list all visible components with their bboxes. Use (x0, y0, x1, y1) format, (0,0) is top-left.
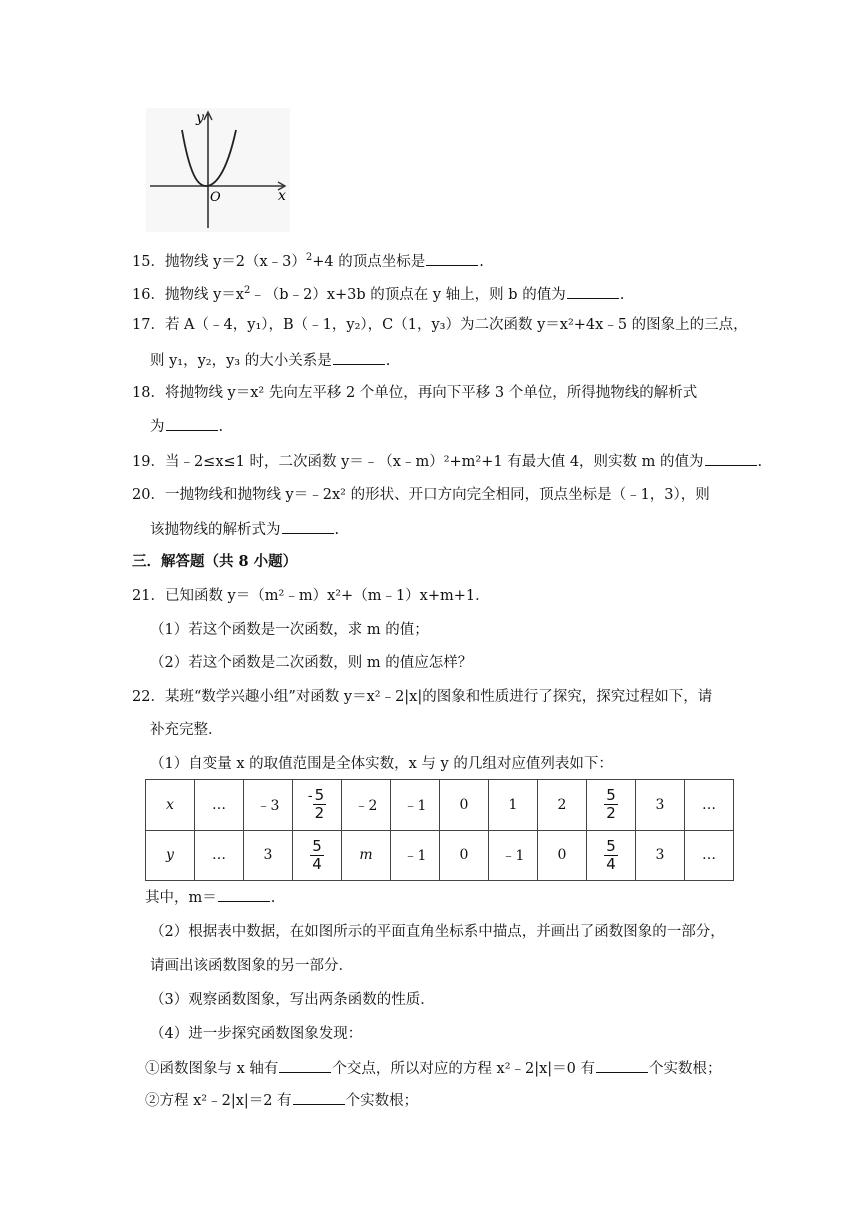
y-axis-label: y (196, 110, 204, 126)
question-22-part1: （1）自变量 x 的取值范围是全体实数，x 与 y 的几组对应值列表如下： (150, 756, 613, 772)
question-20-line1: 20．一抛物线和抛物线 y＝﹣2x² 的形状、开口方向完全相同，顶点坐标是（﹣1，3），则 (132, 487, 710, 503)
table-cell: ﹣1 (391, 830, 440, 881)
fraction: $\frac{5}{4}$ (312, 836, 322, 873)
question-18-line2: 为 . (150, 416, 223, 437)
neg-sign: - (307, 788, 313, 805)
question-22-part3: （3）观察函数图象，写出两条函数的性质． (150, 992, 435, 1008)
section-title: 三．解答题（共 8 小题） (132, 553, 298, 570)
table-cell (587, 830, 636, 881)
question-22-circle2: ②方程 x²﹣2|x|＝2 有 个实数根； (145, 1090, 418, 1111)
answer-blank (279, 1058, 331, 1073)
table-cell: 3 (636, 830, 685, 881)
table-cell: ﹣1 (489, 830, 538, 881)
question-22-m-line: 其中，m＝ . (145, 887, 275, 908)
question-17-line1: 17．若 A（﹣4，y₁），B（﹣1，y₂），C（1，y₃）为二次函数 y＝x²+4x﹣5 的图象上的三点， (132, 317, 748, 333)
table-row-x (146, 780, 734, 831)
question-17-line2: 则 y₁，y₂，y₃ 的大小关系是 . (150, 350, 390, 371)
table-cell: … (195, 830, 244, 881)
table-cell: 2 (538, 780, 587, 831)
question-22-part4: （4）进一步探究函数图象发现： (150, 1026, 363, 1042)
question-19: 19．当﹣2≤x≤1 时，二次函数 y＝﹣（x﹣m）²+m²+1 有最大值 4，则实数 m 的值为 . (132, 451, 762, 472)
table-cell: m (342, 830, 391, 881)
origin-label: O (210, 190, 221, 205)
question-22-part2-line2: 请画出该函数图象的另一部分． (150, 958, 353, 974)
table-cell: ﹣2 (342, 780, 391, 831)
table-cell: ﹣1 (391, 780, 440, 831)
table-cell (293, 830, 342, 881)
value-table (145, 779, 734, 881)
table-cell: … (685, 830, 734, 881)
table-cell: 0 (538, 830, 587, 881)
table-cell: 3 (636, 780, 685, 831)
parabola-graph (146, 108, 290, 232)
answer-blank (567, 284, 619, 299)
question-21-part1: （1）若这个函数是一次函数，求 m 的值； (150, 622, 429, 638)
table-cell: 1 (489, 780, 538, 831)
table-cell: 0 (440, 830, 489, 881)
table-cell: … (195, 780, 244, 831)
question-22-part2-line1: （2）根据表中数据，在如图所示的平面直角坐标系中描点，并画出了函数图象的一部分， (150, 924, 725, 940)
table-cell: 3 (244, 830, 293, 881)
table-cell (293, 780, 342, 831)
question-20-line2: 该抛物线的解析式为 . (150, 519, 339, 540)
question-22-circle1: ①函数图象与 x 轴有 个交点，所以对应的方程 x²﹣2|x|＝0 有 个实数根； (145, 1058, 722, 1079)
question-15: 15．抛物线 y＝2（x﹣3）$^2$+4 的顶点坐标是 . (132, 252, 484, 270)
fraction: $\frac{5}{2}$ (314, 786, 325, 823)
table-cell: … (685, 780, 734, 831)
answer-blank (293, 1090, 345, 1105)
table-cell: 0 (440, 780, 489, 831)
question-18-line1: 18．将抛物线 y＝x² 先向左平移 2 个单位，再向下平移 3 个单位，所得抛物线的解析式 (132, 385, 698, 401)
fraction: $\frac{5}{2}$ (606, 786, 616, 823)
answer-blank (705, 451, 757, 466)
question-22-stem-line1: 22．某班“数学兴趣小组”对函数 y＝x²﹣2|x|的图象和性质进行了探究，探究过程如下，请 (132, 689, 713, 705)
table-cell (587, 780, 636, 831)
answer-blank (166, 416, 218, 431)
question-16: 16．抛物线 $y=x^2﹣(b﹣2)x+3b$ 的顶点在 y 轴上，则 b 的值为 . (132, 285, 625, 303)
answer-blank (426, 251, 478, 266)
fraction: $\frac{5}{4}$ (606, 836, 616, 873)
table-cell: y (146, 830, 195, 881)
question-21-part2: （2）若这个函数是二次函数，则 m 的值应怎样？ (150, 655, 473, 671)
table-cell: ﹣3 (244, 780, 293, 831)
answer-blank (333, 350, 385, 365)
question-21-stem: 21．已知函数 y＝（m²﹣m）x²+（m﹣1）x+m+1． (132, 588, 490, 604)
table-cell: x (146, 780, 195, 831)
answer-blank (218, 887, 270, 902)
answer-blank (282, 519, 334, 534)
table-row-y (146, 830, 734, 881)
x-axis-label: x (278, 188, 286, 204)
question-22-stem-line2: 补充完整． (150, 722, 223, 738)
answer-blank (596, 1058, 648, 1073)
